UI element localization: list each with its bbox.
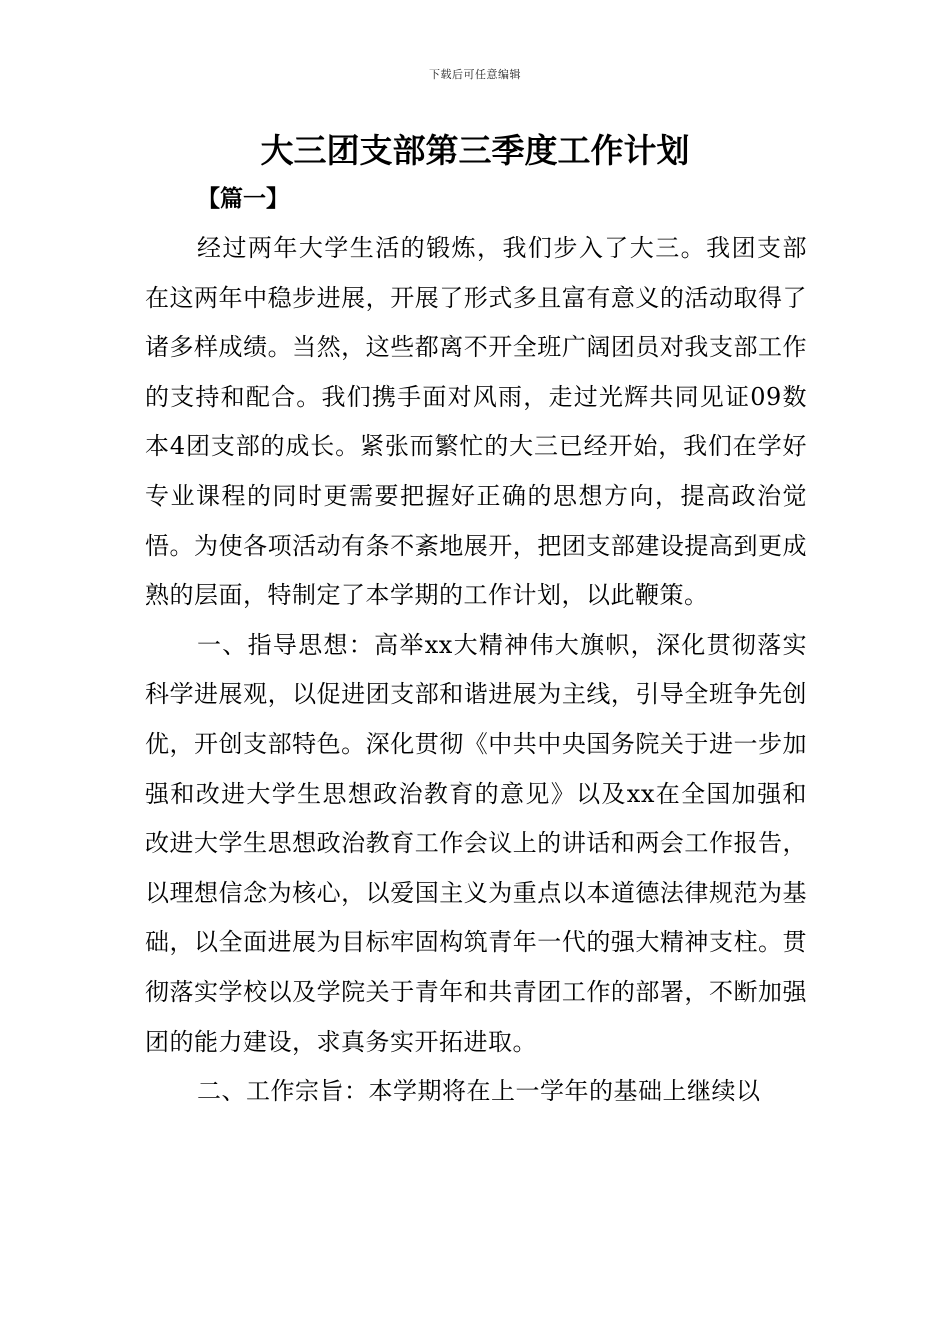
document-body [145,224,807,1117]
page-header-note: 下载后可任意编辑 [429,68,521,81]
paragraph-intro: 经过两年大学生活的锻炼，我们步入了大三。我团支部在这两年中稳步进展，开展了形式多且富有意义的活动取得了诸多样成绩。当然，这些都离不开全班广阔团员对我支部工作的支持和配合。我们携手面对风雨，走过光辉共同见证09数本4团支部的成长。紧张而繁忙的大三已经开始，我们在学好专业课程的同时更需要把握好正确的思想方向，提高政治觉悟。为使各项活动有条不紊地展开，把团支部建设提高到更成熟的层面，特制定了本学期的工作计划，以此鞭策。 [145,234,807,610]
paragraph-guiding-ideology: 一、指导思想：高举xx大精神伟大旗帜，深化贯彻落实科学进展观，以促进团支部和谐进展为主线，引导全班争先创优，开创支部特色。深化贯彻《中共中央国务院关于进一步加强和改进大学生思想政治教育的意见》以及xx在全国加强和改进大学生思想政治教育工作会议上的讲话和两会工作报告，以理想信念为核心，以爱国主义为重点以本道德法律规范为基础，以全面进展为目标牢固构筑青年一代的强大精神支柱。贯彻落实学校以及学院关于青年和共青团工作的部署，不断加强团的能力建设，求真务实开拓进取。 [145,630,807,1056]
paragraph-work-purpose: 二、工作宗旨：本学期将在上一学年的基础上继续以 [197,1077,761,1106]
section-label: 【篇一】 [197,186,289,212]
document-title: 大三团支部第三季度工作计划 [260,131,690,170]
